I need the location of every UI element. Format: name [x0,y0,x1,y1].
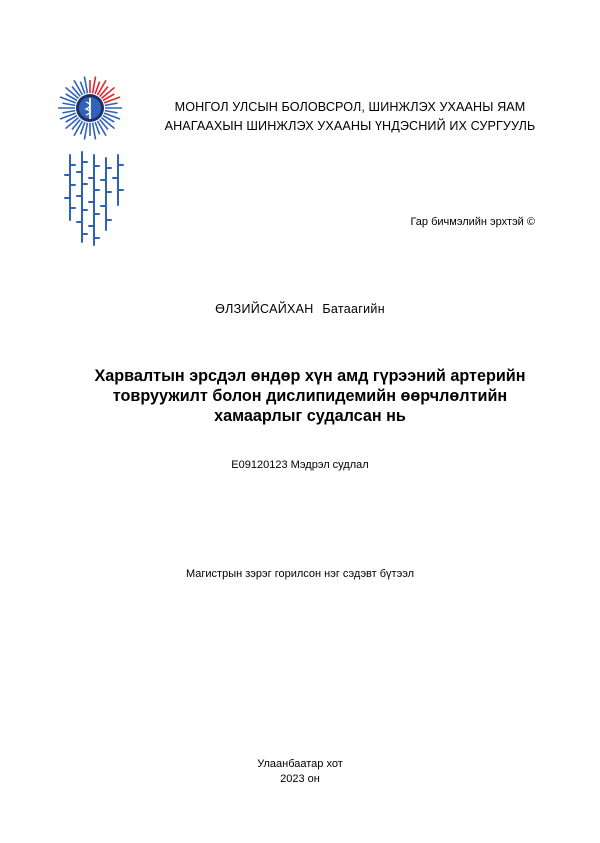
specialty-code: E09120123 Мэдрэл судлал [231,459,369,471]
ministry-name: МОНГОЛ УЛСЫН БОЛОВСРОЛ, ШИНЖЛЭХ УХААНЫ ЯАМ [174,100,526,114]
university-emblem-icon [50,72,140,142]
thesis-title-line-1: Харвалтын эрсдэл өндөр хүн амд гүрээний артерийн [94,367,526,385]
mongolian-script-icon [60,150,130,250]
rights-notice: Гар бичмэлийн эрхтэй © [410,216,535,228]
author-given-name: Батаагийн [322,302,385,316]
year: 2023 он [280,773,320,785]
thesis-title-line-3: хамаарлыг судалсан нь [214,407,406,425]
degree-statement: Магистрын зэрэг горилсон нэг сэдэвт бүтээл [186,568,414,580]
thesis-title-line-2: товруужилт болон дислипидемийн өөрчлөлтийн [112,387,508,405]
place-and-year [0,757,600,787]
thesis-title [60,366,560,426]
institution-header [140,98,560,136]
author-name [0,302,600,316]
author-surname: ӨЛЗИЙСАЙХАН [215,302,314,316]
city: Улаанбаатар хот [257,758,343,770]
university-name: АНАГААХЫН ШИНЖЛЭХ УХААНЫ ҮНДЭСНИЙ ИХ СУРГУУЛЬ [164,119,536,133]
